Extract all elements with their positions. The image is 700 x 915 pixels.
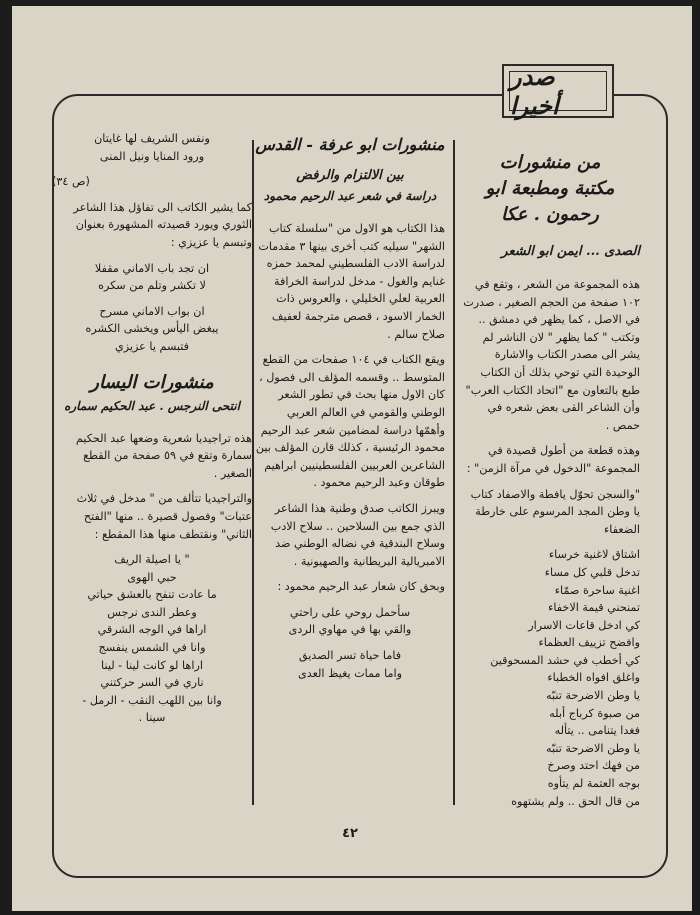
paragraph: كما يشير الكاتب الى تفاؤل هذا الشاعر الثوري ويورد قصيدته المشهورة بعنوان وتبسم يا عزيزي : <box>73 200 252 249</box>
publisher-heading-line-2: مكتبة ومطبعة ابو رحمون . عكا <box>485 178 615 225</box>
publisher-heading: منشورات ابو عرفة - القدس <box>255 135 445 154</box>
poem-line: اغنية ساحرة صمّاء <box>554 583 640 597</box>
poem-line: من فهك احتد وصرخ <box>547 759 640 773</box>
poem-line: وانا بين اللهب النقب - الرمل - <box>82 693 222 707</box>
paragraph: وبحق كان شعار عبد الرحيم محمود : <box>277 580 445 594</box>
section-logo <box>502 64 614 118</box>
page-number: ٤٢ <box>342 826 358 841</box>
poem-line: ناري في السر حركتني <box>100 676 204 690</box>
verse-line: ونفس الشريف لها غايتان <box>94 132 210 145</box>
poem-line: اراها في الوجه الشرقي <box>97 623 207 637</box>
paragraph: ويبرز الكاتب صدق وطنية هذا الشاعر الذي جمع بين السلاحين .. سلاح الادب وسلاح البندقية في نضاله الوطني ضد الامبريالية البريطانية والصهيونية . <box>270 501 445 568</box>
verse-line: ان تجد باب الاماني مقفلا <box>94 261 210 275</box>
poem-line: من صبوة كرباج أبله <box>549 706 640 720</box>
right-column <box>460 150 640 810</box>
paragraph: هذه المجموعة من الشعر ، وتقع في ١٠٢ صفحة من الحجم الصغير ، صدرت في الاصل ، كما يظهر في دمشق .. وتكتب " كما يظهر " لان الناشر لم يشر الى مصدر الكتاب والاشارة الوحيدة التي توحي بذلك أن الكتاب طبع بالتعاون مع "اتحاد الكتاب العرب" وأن الشاعر القى بعض شعره في حمص . <box>463 278 640 432</box>
poem-line: وانا في الشمس ينفسج <box>98 641 206 655</box>
verse <box>52 130 252 165</box>
poem-line: كي أخطب في حشد المسحوقين <box>490 653 640 667</box>
poem-line: وافضح تزييف العظماء <box>538 636 640 650</box>
poem <box>52 551 252 727</box>
poem-line: ما عادت تنفح بالعشق حياتي <box>87 588 217 602</box>
poem-line: تمنحني قيمة الاخفاء <box>548 601 640 615</box>
left-column <box>52 130 252 727</box>
poem-line: بوجه العتمة لم يتأوه <box>547 777 640 791</box>
poem-line: يا وطن الاضرحة تنبّه <box>546 689 640 703</box>
paragraph: هذا الكتاب هو الاول من "سلسلة كتاب الشهر" سيليه كتب أخرى بينها ٣ مقدمات لدراسة الادب الفلسطيني لمحمد حمزه غنايم والغول - مدخل لدراسة الخرافة العربية لعلي الخليلي ، والعروس ذات الخمار الاسود ، قصص مترجمة لعفيف صلاح سالم . <box>258 222 445 341</box>
section-title: صدر أخيرا <box>509 71 607 111</box>
poem-line: وعطر الندى نرجس <box>107 605 197 619</box>
poem-line: من قال الحق .. ولم يشتهوه <box>511 794 640 808</box>
verse-line: ان بواب الاماني مسرح <box>99 304 205 318</box>
middle-column <box>255 132 445 682</box>
poem-line: سينا . <box>138 711 166 725</box>
poem-line: اراها لو كانت لينا - لينا <box>101 658 203 672</box>
verse-line: واما ممات يغيظ العدى <box>297 666 403 680</box>
poem-line: تدخل قلبي كل مساء <box>544 565 640 579</box>
paragraph: والتراجيديا تتألف من " مدخل في ثلاث عتبات" وفصول قصيرة .. منها "الفتح الثاني" ونقتطف منها هذا المقطع : <box>76 492 252 541</box>
book-subtitle: دراسة في شعر عبد الرحيم محمود <box>263 189 437 203</box>
poem-line: اشتاق لاغنية خرساء <box>548 548 640 562</box>
quote-line: "والسجن تحوّل يافطة والاصفاد كتاب <box>470 487 640 501</box>
verse <box>255 604 445 682</box>
poem-line: واغلق افواه الخطباء <box>547 671 640 685</box>
verse <box>52 260 252 356</box>
verse-line: ورود المنايا ونيل المنى <box>99 149 205 163</box>
verse-line: فتبسم يا عزيزي <box>114 339 190 353</box>
poem-line: يا وطن الاضرحة تنبّه <box>546 741 640 755</box>
book-title: الصدى ... ايمن ابو الشعر <box>501 244 640 259</box>
quote-line: يا وطن المجد المرسوم على خارطة الضعفاء <box>475 505 640 536</box>
publisher-heading-line-1: من منشورات <box>499 152 601 173</box>
column-rule-right <box>453 140 455 805</box>
book-title: انتحى النرجس . عبد الحكيم سماره <box>64 398 240 413</box>
verse-line: والقي بها في مهاوي الردى <box>288 623 412 637</box>
poem-line: كي ادخل قاعات الاسرار <box>528 618 640 632</box>
poem-line: فغدا يتنامى .. يتأله <box>554 724 640 738</box>
column-rule-left <box>252 140 254 805</box>
verse-line: سأحمل روحي على راحتي <box>289 605 411 619</box>
paragraph: وهذه قطعة من أطول قصيدة في المجموعة "الدخول في مرآة الزمن" : <box>466 444 640 475</box>
publisher-heading: منشورات اليسار <box>90 371 214 393</box>
paragraph: هذه تراجيديا شعرية وضعها عبد الحكيم سمارة وتقع في ٥٩ صفحة من القطع الصغير . <box>75 431 252 480</box>
poem-line: " يا اصيلة الريف <box>114 553 190 567</box>
page-reference: (ص ٣٤) <box>52 175 90 189</box>
paragraph: ويقع الكتاب في ١٠٤ صفحات من القطع المتوسط .. وقسمه المؤلف الى فصول ، كان الاول منها بحث في تطور الشعر الوطني والقومي في العالم العربي وأهمّها دراسة لمضامين شعر عبد الرحيم محمود الرئيسية ، كذلك قارن المؤلف بين الشاعرين العربيين الفلسطينيين ابراهيم طوقان وعبد الرحيم محمود . <box>255 353 445 490</box>
poem <box>460 546 640 810</box>
poem-line: حبي الهوى <box>127 570 177 584</box>
verse-line: يبغض اليأس ويخشى الكشره <box>85 322 219 336</box>
book-title: بين الالتزام والرفض <box>296 168 404 183</box>
verse-line: فاما حياة تسر الصديق <box>298 649 402 663</box>
verse-line: لا تكشر وتلم من سكره <box>98 279 206 293</box>
